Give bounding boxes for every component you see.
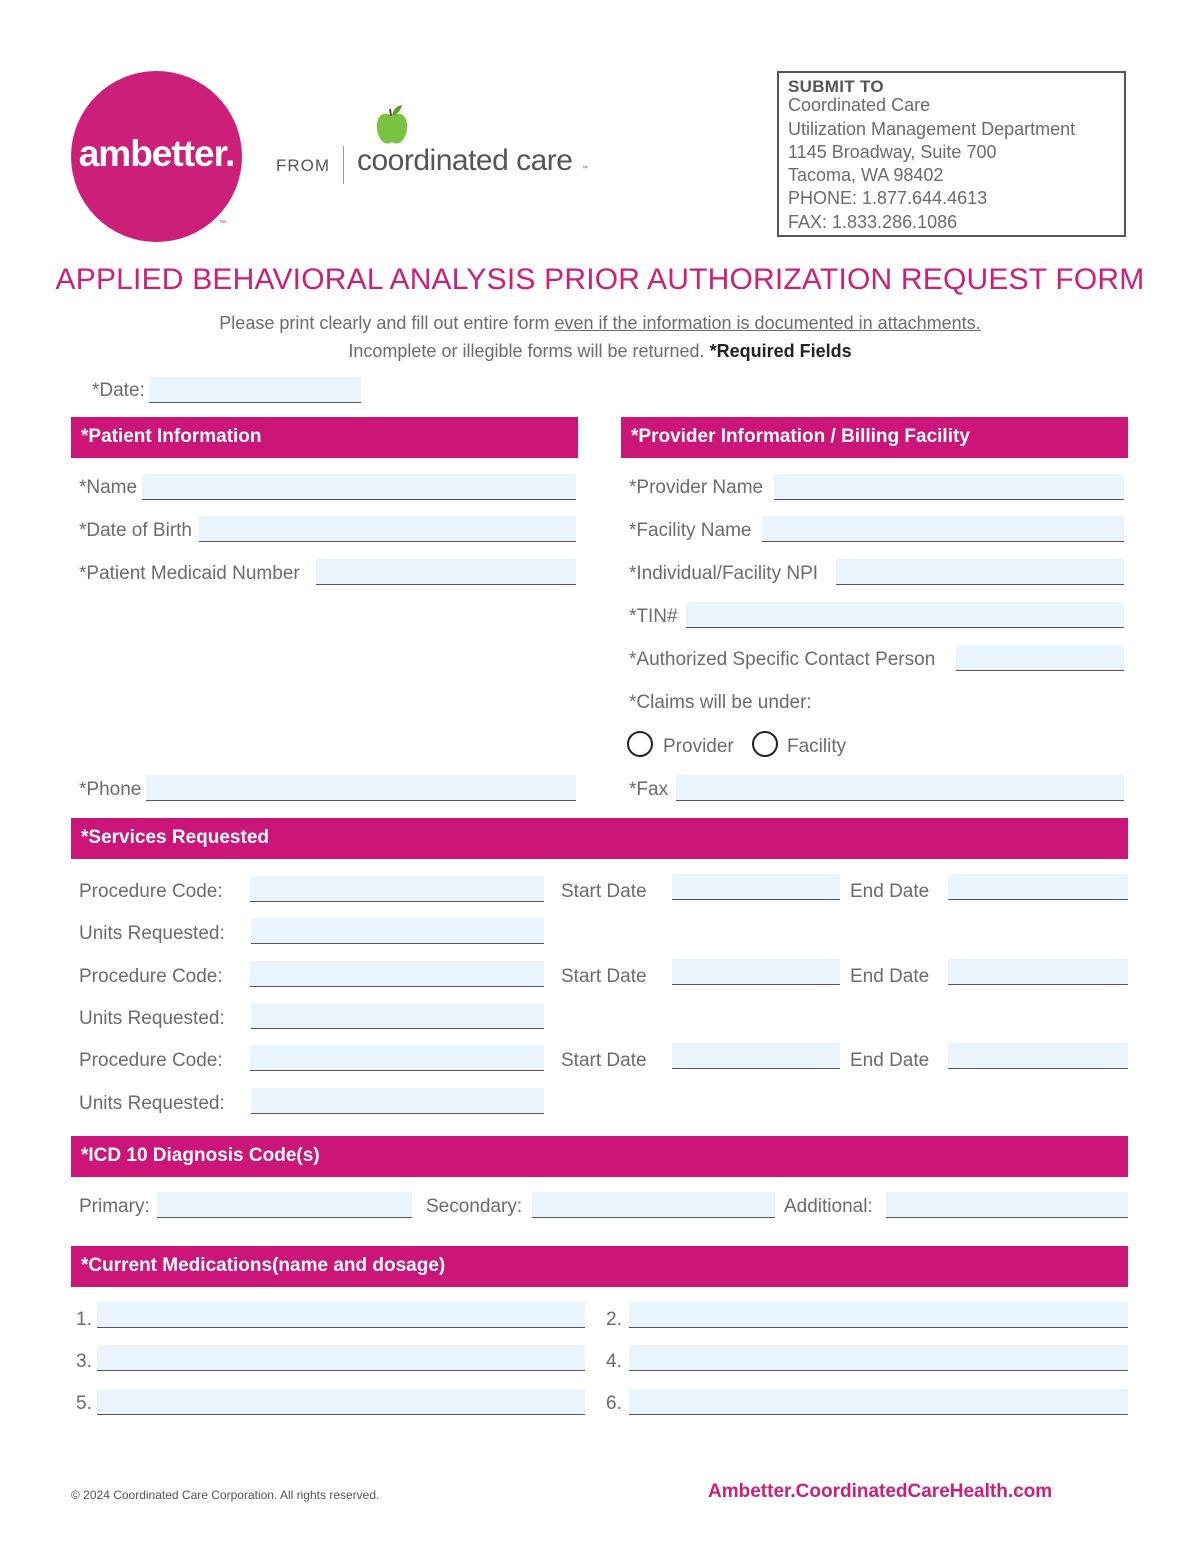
form-title: APPLIED BEHAVIORAL ANALYSIS PRIOR AUTHORIZATION REQUEST FORM [55,263,1145,296]
start-date-field[interactable] [672,1043,840,1069]
provider-name-label: *Provider Name [629,477,764,498]
units-requested-label: Units Requested: [79,1008,225,1029]
medication-field[interactable] [97,1345,585,1371]
medication-number: 6. [606,1393,622,1414]
start-date-label: Start Date [561,1050,647,1071]
submit-line: Utilization Management Department [788,119,1076,139]
procedure-code-label: Procedure Code: [79,966,223,987]
instructions-line-2 [0,341,1200,362]
end-date-field[interactable] [948,874,1128,900]
coordinated-care-logo-text: coordinated care [357,144,573,177]
claims-provider-radio[interactable] [627,731,653,757]
instructions-line-1 [0,313,1200,334]
instructions-underlined: even if the information is documented in attachments. [554,313,981,333]
units-requested-label: Units Requested: [79,923,225,944]
additional-diagnosis-field[interactable] [886,1192,1128,1218]
provider-fax-label: *Fax [629,779,669,800]
patient-phone-label: *Phone [79,779,142,800]
required-fields-note: *Required Fields [709,341,852,361]
start-date-field[interactable] [672,874,840,900]
provider-fax-field[interactable] [676,775,1124,801]
ambetter-trademark: ™ [219,220,226,227]
units-requested-field[interactable] [251,918,544,944]
units-requested-label: Units Requested: [79,1093,225,1114]
from-label: FROM [276,156,331,175]
claims-facility-radio[interactable] [752,731,778,757]
units-requested-field[interactable] [251,1003,544,1029]
facility-name-field[interactable] [762,516,1124,542]
contact-person-field[interactable] [956,645,1124,671]
procedure-code-label: Procedure Code: [79,1050,223,1071]
medication-number: 2. [606,1309,622,1330]
secondary-diagnosis-label: Secondary: [426,1196,523,1217]
copyright-text: © 2024 Coordinated Care Corporation. All rights reserved. [71,1488,380,1502]
patient-phone-field[interactable] [146,775,576,801]
secondary-diagnosis-field[interactable] [532,1192,775,1218]
submit-line: FAX: 1.833.286.1086 [788,212,958,232]
dob-field[interactable] [199,516,576,542]
patient-name-label: *Name [79,477,138,498]
dob-label: *Date of Birth [79,520,192,541]
procedure-code-field[interactable] [250,961,544,987]
procedure-code-field[interactable] [250,876,544,902]
medication-field[interactable] [629,1345,1128,1371]
procedure-code-label: Procedure Code: [79,881,223,902]
claims-under-label: *Claims will be under: [629,692,812,713]
tin-label: *TIN# [629,606,678,627]
submit-line: PHONE: 1.877.644.4613 [788,188,988,208]
medication-number: 5. [76,1393,92,1414]
procedure-code-field[interactable] [250,1045,544,1071]
instructions-text: Please print clearly and fill out entire form [219,313,555,333]
primary-diagnosis-field[interactable] [157,1192,412,1218]
primary-diagnosis-label: Primary: [79,1196,150,1217]
medication-field[interactable] [97,1302,585,1328]
patient-name-field[interactable] [142,474,576,500]
ambetter-logo-text: ambetter. [78,133,235,174]
submit-line: Coordinated Care [788,95,931,115]
facility-name-label: *Facility Name [629,520,752,541]
end-date-label: End Date [850,881,930,902]
start-date-label: Start Date [561,881,647,902]
submit-line: Tacoma, WA 98402 [788,165,944,185]
medicaid-number-field[interactable] [316,559,576,585]
medicaid-number-label: *Patient Medicaid Number [79,563,300,584]
tin-field[interactable] [686,602,1124,628]
claims-provider-label: Provider [663,736,734,757]
end-date-label: End Date [850,1050,930,1071]
start-date-label: Start Date [561,966,647,987]
submit-to-title: SUBMIT TO [788,77,884,96]
medication-field[interactable] [97,1389,585,1415]
units-requested-field[interactable] [251,1088,544,1114]
additional-diagnosis-label: Additional: [784,1196,873,1217]
end-date-label: End Date [850,966,930,987]
medication-field[interactable] [629,1389,1128,1415]
medication-number: 3. [76,1351,92,1372]
website-link[interactable]: Ambetter.CoordinatedCareHealth.com [708,1481,1053,1502]
end-date-field[interactable] [948,959,1128,985]
npi-field[interactable] [836,559,1124,585]
end-date-field[interactable] [948,1043,1128,1069]
coordinated-care-trademark: ™ [582,166,588,172]
apple-icon [374,104,410,148]
npi-label: *Individual/Facility NPI [629,563,819,584]
instructions-text: Incomplete or illegible forms will be returned. [348,341,710,361]
logo-divider [343,146,344,184]
medication-field[interactable] [629,1302,1128,1328]
services-requested-header: *Services Requested [71,818,1128,859]
provider-info-header: *Provider Information / Billing Facility [621,417,1128,458]
date-label: *Date: [92,380,145,401]
submit-line: 1145 Broadway, Suite 700 [788,142,997,162]
date-field[interactable] [149,377,361,403]
patient-info-header: *Patient Information [71,417,578,458]
diagnosis-codes-header: *ICD 10 Diagnosis Code(s) [71,1136,1128,1177]
contact-person-label: *Authorized Specific Contact Person [629,649,936,670]
provider-name-field[interactable] [774,474,1124,500]
medication-number: 1. [76,1309,92,1330]
medications-header: *Current Medications(name and dosage) [71,1246,1128,1287]
medication-number: 4. [606,1351,622,1372]
claims-facility-label: Facility [787,736,847,757]
start-date-field[interactable] [672,959,840,985]
